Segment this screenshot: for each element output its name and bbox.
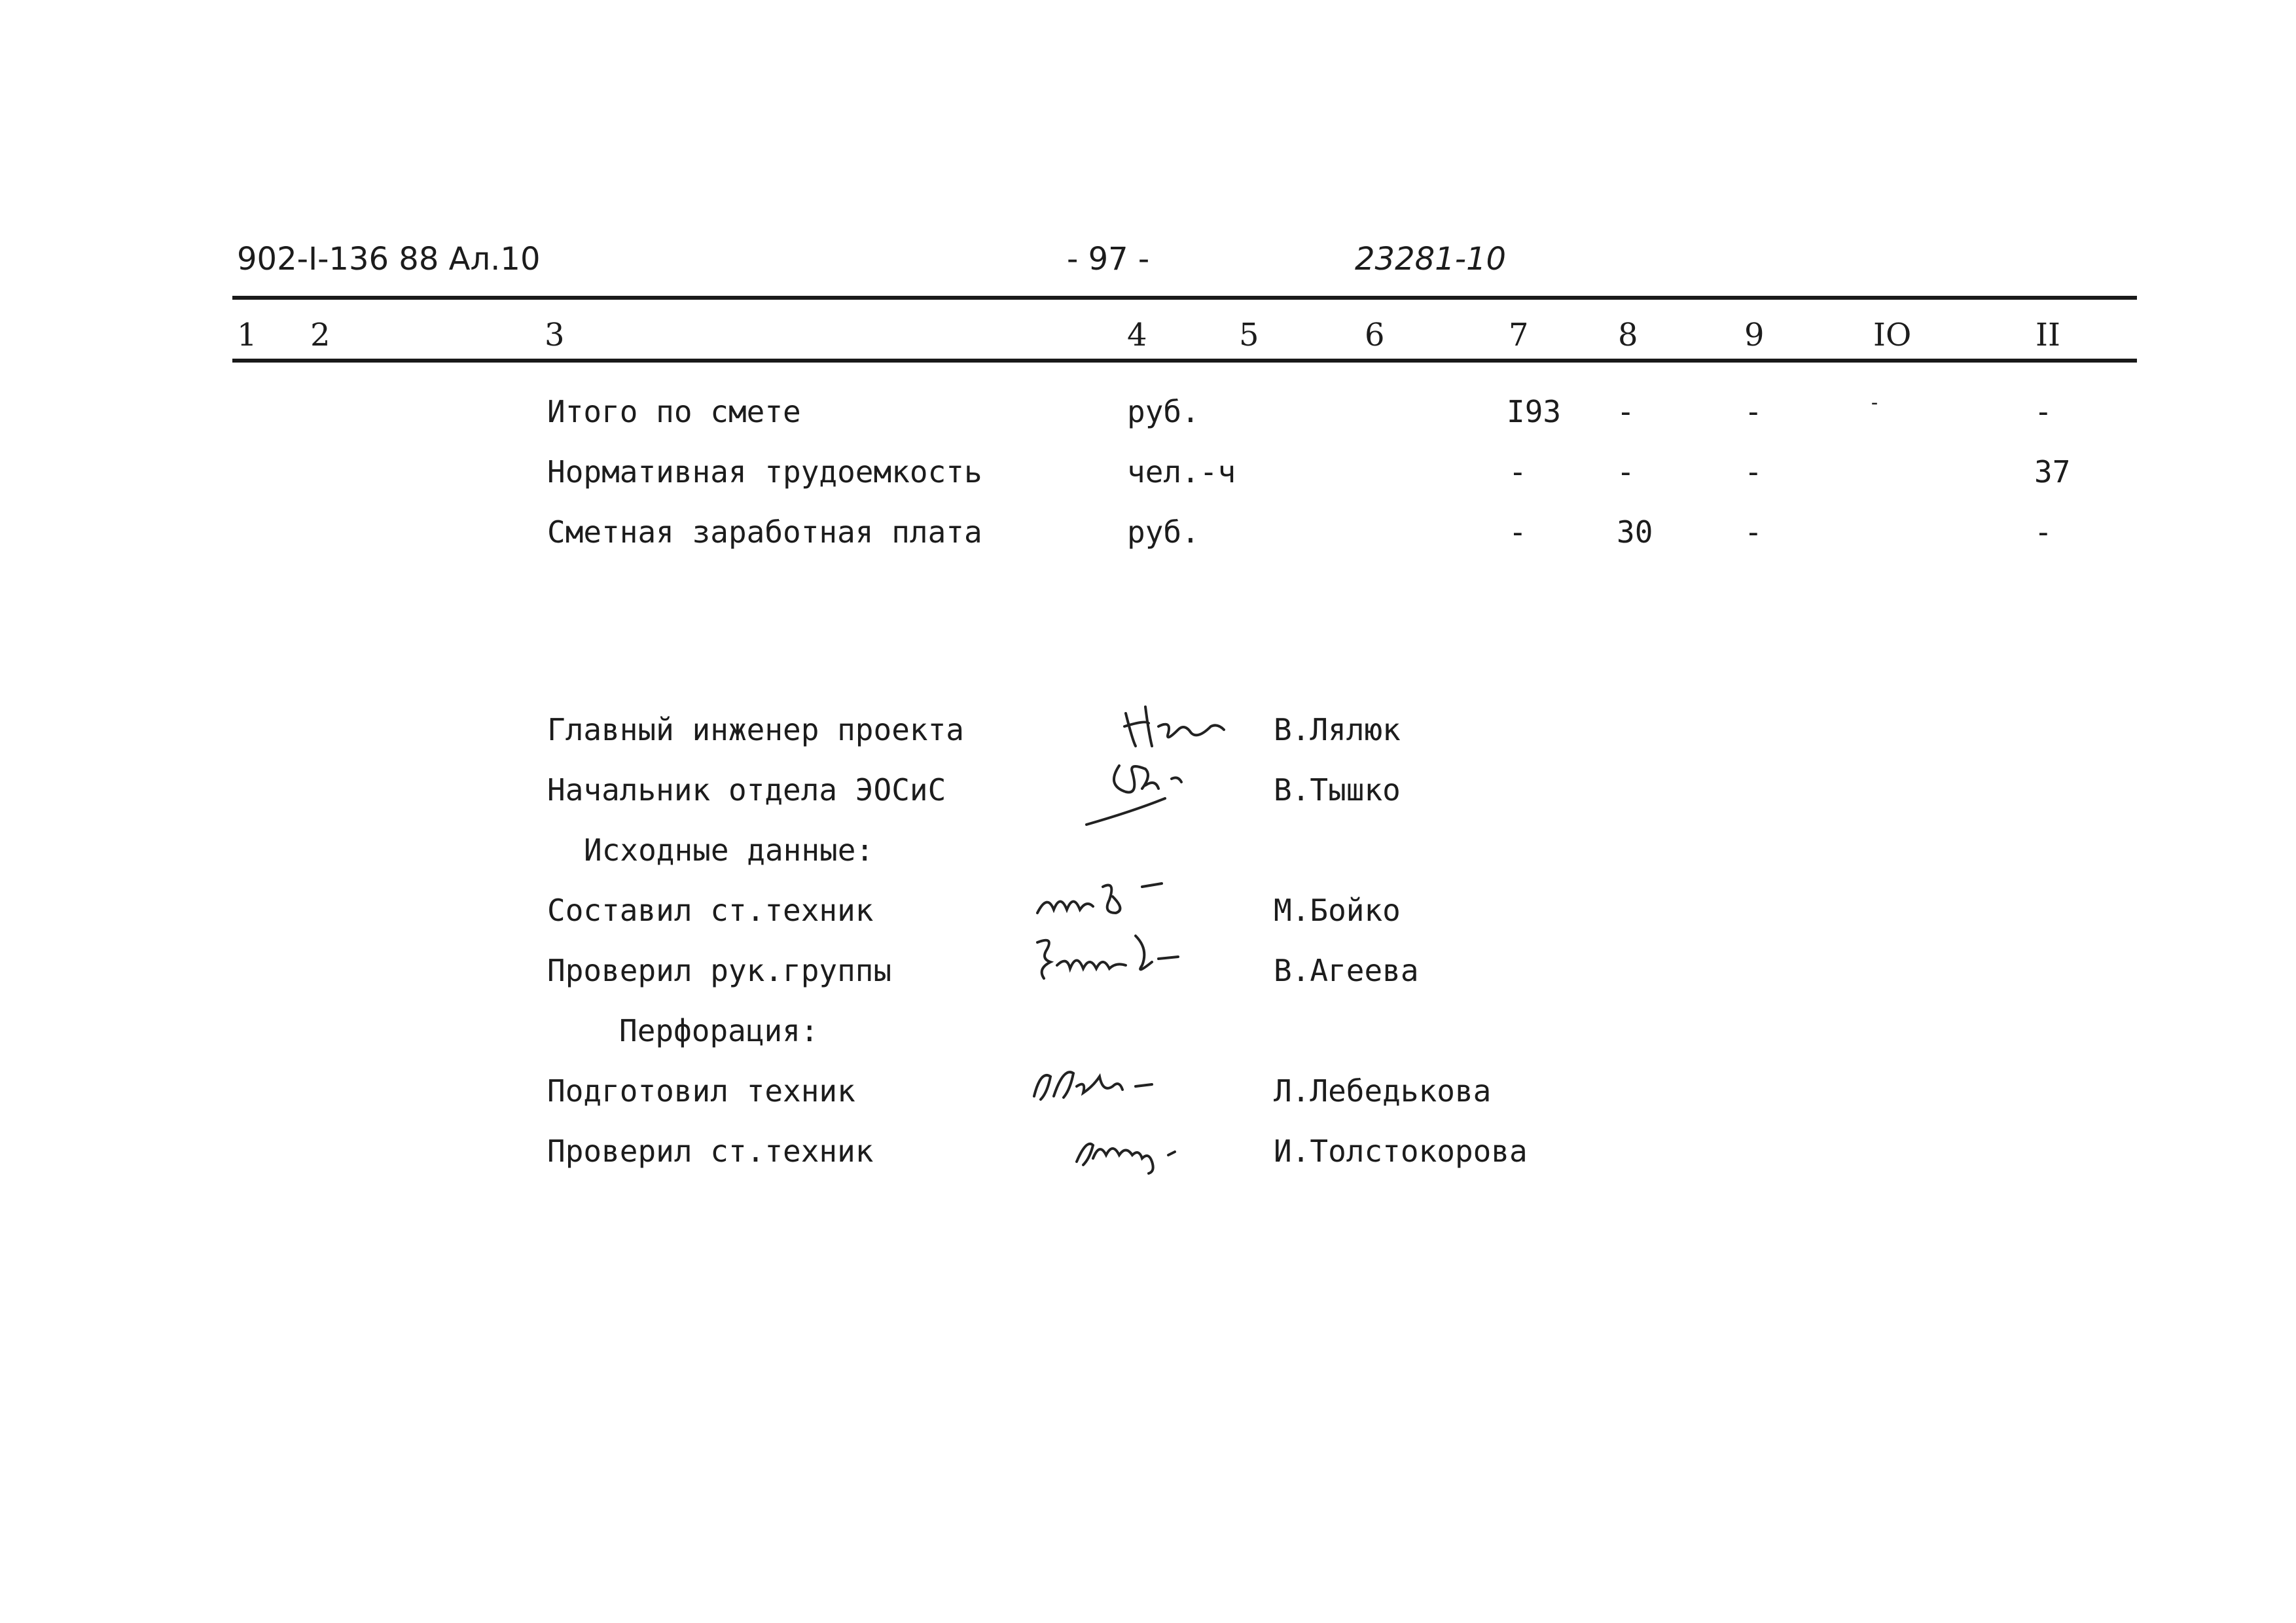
column-number: 5 bbox=[1239, 317, 1259, 353]
row-cell-col7: I93 bbox=[1507, 394, 1562, 429]
column-number: 8 bbox=[1618, 317, 1638, 353]
row-cell-col9: - bbox=[1744, 454, 1763, 490]
role-prepared: Подготовил техник bbox=[547, 1073, 855, 1109]
row-cell-col8: - bbox=[1617, 394, 1635, 429]
name-dept-head: В.Тышко bbox=[1274, 772, 1401, 808]
row-cell-col7: - bbox=[1509, 454, 1527, 490]
row-cell-col7: - bbox=[1509, 514, 1527, 550]
column-number: 3 bbox=[545, 317, 565, 353]
row-cell-col9: - bbox=[1744, 394, 1763, 429]
row-unit: руб. bbox=[1127, 514, 1200, 550]
name-checked-group: В.Агеева bbox=[1274, 953, 1419, 988]
row-label: Итого по смете bbox=[547, 394, 801, 429]
column-number: 7 bbox=[1509, 317, 1529, 353]
row-cell-col8: - bbox=[1617, 454, 1635, 490]
column-number: 4 bbox=[1127, 317, 1147, 353]
column-number: 1 bbox=[237, 317, 257, 353]
row-cell-col9: - bbox=[1744, 514, 1763, 550]
column-number: IO bbox=[1873, 317, 1912, 353]
signature-checked-tech bbox=[1067, 1122, 1198, 1177]
row-unit: чел.-ч bbox=[1127, 454, 1236, 490]
source-data-heading: Исходные данные: bbox=[584, 832, 874, 868]
name-chief-engineer: В.Лялюк bbox=[1274, 712, 1401, 747]
role-checked-group: Проверил рук.группы bbox=[547, 953, 892, 988]
column-number: 2 bbox=[310, 317, 331, 353]
table-header-rule bbox=[232, 359, 2137, 363]
row-label: Нормативная трудоемкость bbox=[547, 454, 982, 490]
document-code: 902-I-136 88 Ал.10 bbox=[237, 241, 541, 277]
name-compiled: М.Бойко bbox=[1274, 893, 1401, 928]
column-number: 6 bbox=[1365, 317, 1385, 353]
row-label: Сметная заработная плата bbox=[547, 514, 982, 550]
signature-dept-head bbox=[1080, 759, 1224, 834]
row-cell-col10: - bbox=[1869, 391, 1881, 414]
column-number: II bbox=[2036, 317, 2060, 353]
role-chief-engineer: Главный инженер проекта bbox=[547, 712, 964, 747]
table-top-rule bbox=[232, 296, 2137, 300]
row-cell-col11: - bbox=[2034, 514, 2053, 550]
role-checked-tech: Проверил ст.техник bbox=[547, 1133, 874, 1169]
signature-compiled bbox=[1031, 874, 1188, 929]
page-number: - 97 - bbox=[1067, 241, 1150, 277]
role-compiled: Составил ст.техник bbox=[547, 893, 874, 928]
role-dept-head: Начальник отдела ЭОСиС bbox=[547, 772, 946, 808]
name-prepared: Л.Лебедькова bbox=[1274, 1073, 1492, 1109]
row-cell-col8: 30 bbox=[1617, 514, 1653, 550]
perforation-heading: Перфорация: bbox=[619, 1013, 819, 1048]
row-unit: руб. bbox=[1127, 394, 1200, 429]
signature-checked-group bbox=[1028, 929, 1191, 991]
document-number: 23281-10 bbox=[1355, 241, 1507, 277]
signature-chief-engineer bbox=[1119, 700, 1230, 755]
row-cell-col11: - bbox=[2034, 394, 2053, 429]
name-checked-tech: И.Толстокорова bbox=[1274, 1133, 1528, 1169]
row-cell-col11: 37 bbox=[2034, 454, 2071, 490]
signature-prepared bbox=[1021, 1057, 1165, 1112]
column-number: 9 bbox=[1744, 317, 1765, 353]
